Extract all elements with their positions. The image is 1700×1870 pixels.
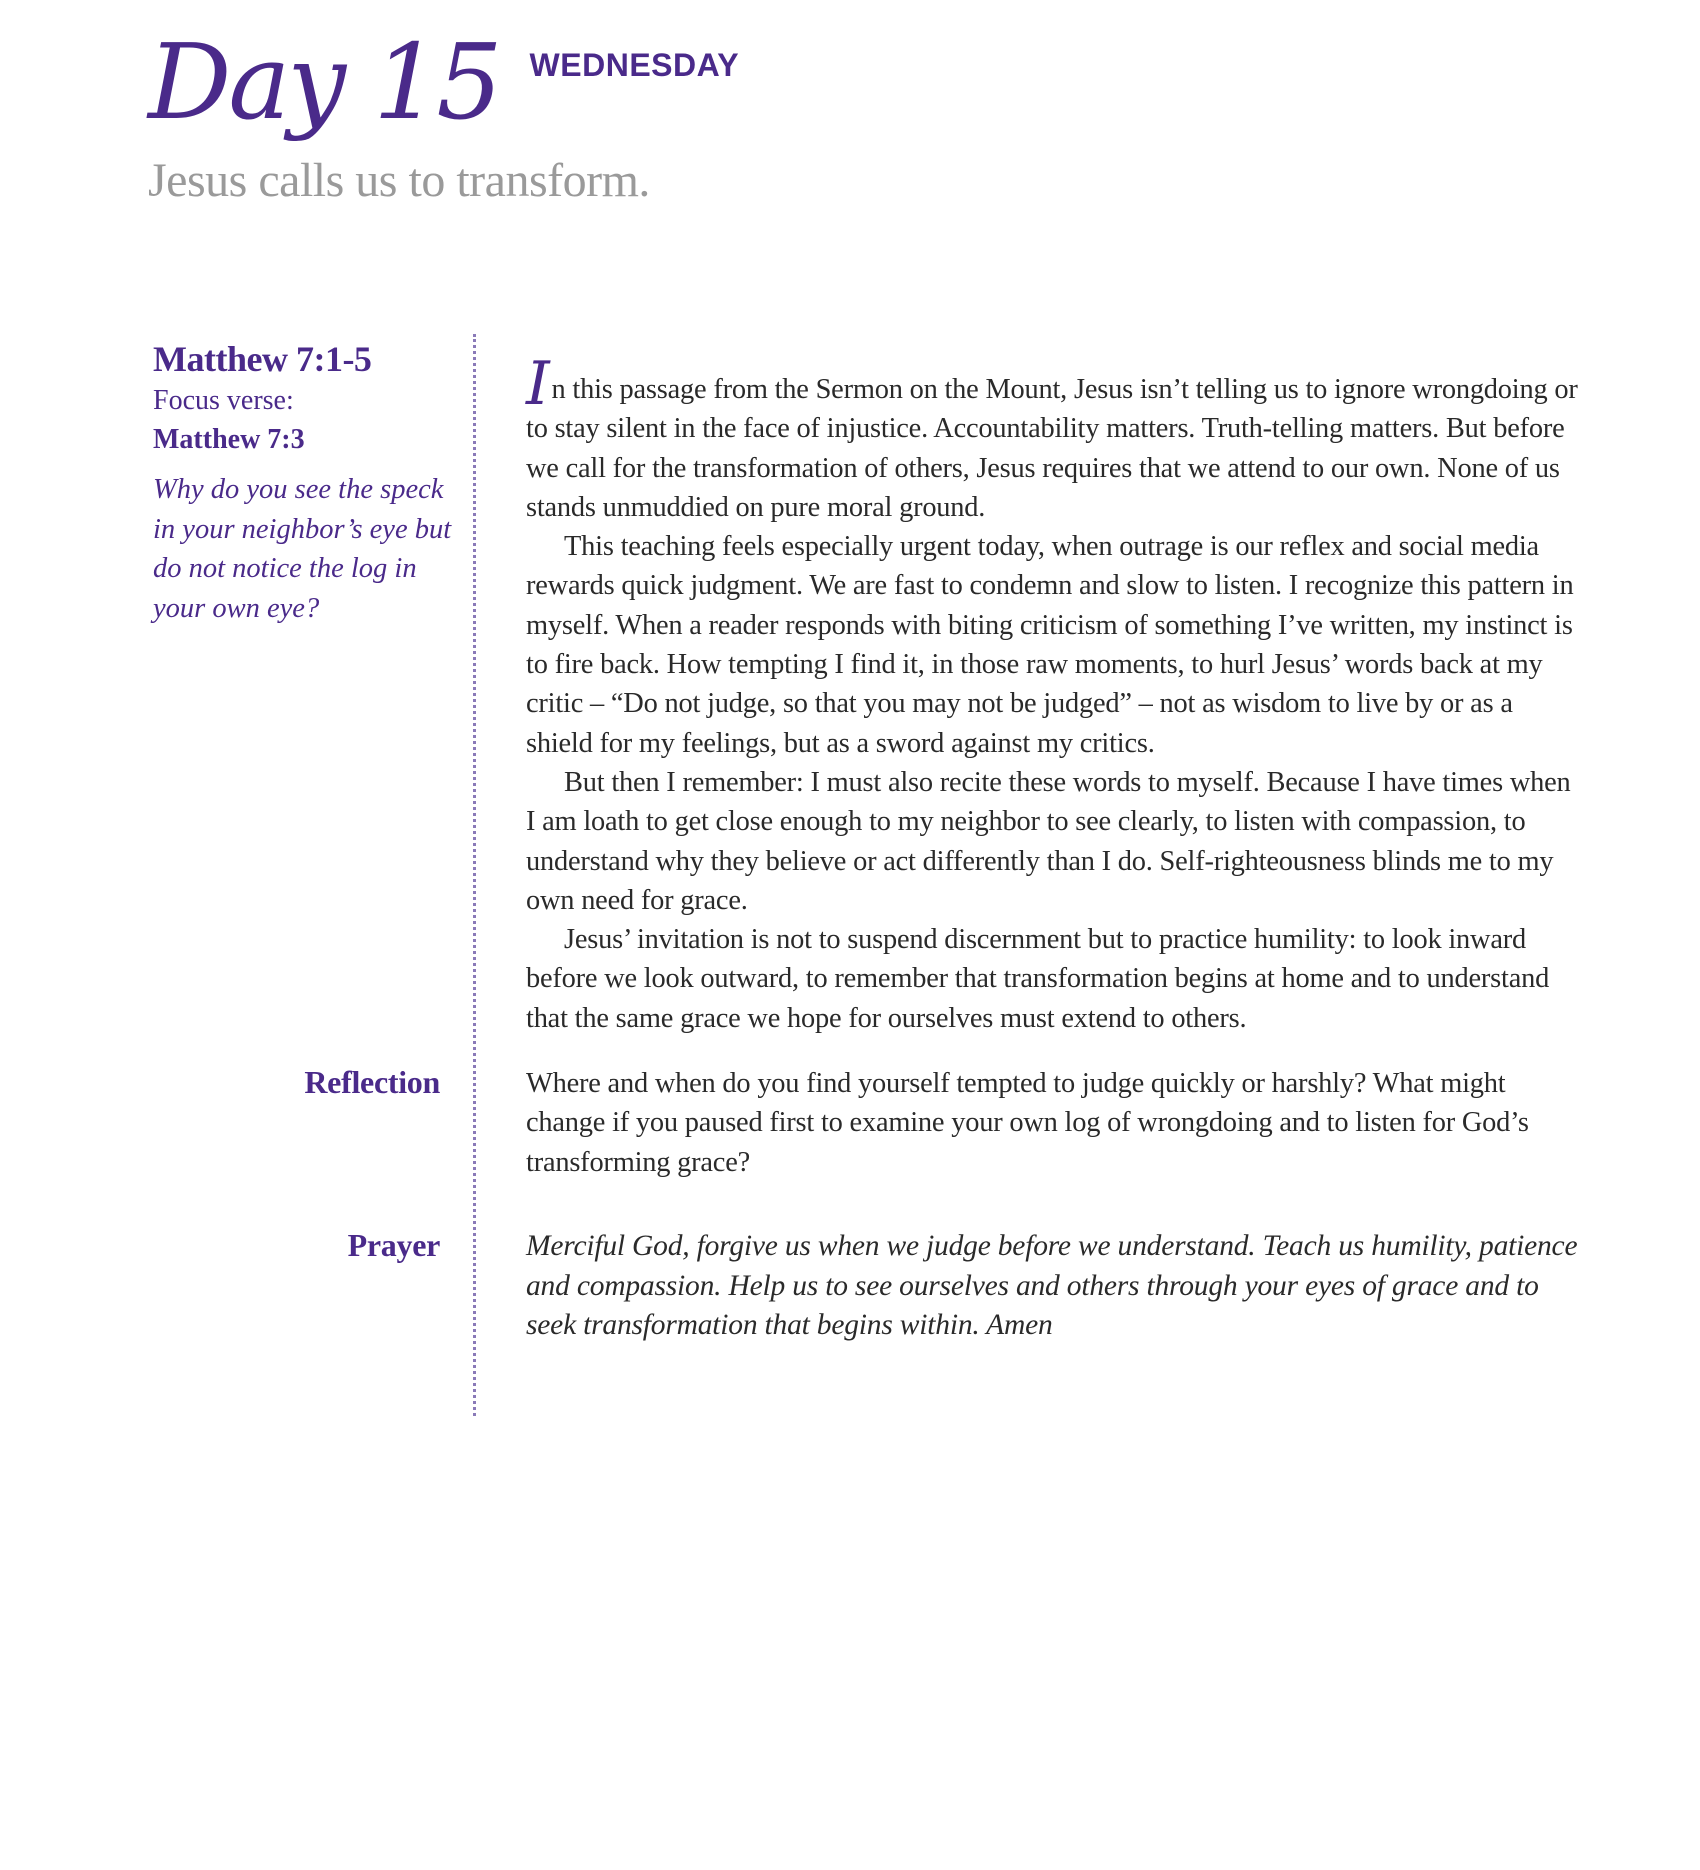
day-header (148, 21, 740, 143)
body-paragraph-1 (526, 348, 1586, 527)
focus-verse-text: Why do you see the speck in your neighbor’s eye but do not notice the log in your own eye? (153, 474, 452, 624)
day-number: Day 15 (148, 21, 500, 143)
prayer-text: Merciful God, forgive us when we judge before we understand. Teach us humility, patience and compassion. Help us to see ourselves and others through your eyes of grace and to seek transformation that begins within. Amen (526, 1230, 1578, 1341)
reflection-heading: Reflection (304, 1064, 440, 1100)
scripture-reference: Matthew 7:1-5 (153, 339, 372, 379)
paragraph-text: n this passage from the Sermon on the Mount, Jesus isn’t telling us to ignore wrongdoing or to stay silent in the face of injustice. Accountability matters. Truth-telling matters. But before we call for the transformation of others, Jesus requires that we attend to our own. None of us stands unmuddied on pure moral ground. (526, 374, 1578, 523)
body-paragraph-2: This teaching feels especially urgent today, when outrage is our reflex and social media rewards quick judgment. We are fast to condemn and slow to listen. I recognize this pattern in myself. When a reader responds with biting criticism of something I’ve written, my instinct is to fire back. How tempting I find it, in those raw moments, to hurl Jesus’ words back at my critic – “Do not judge, so that you may not be judged” – not as wisdom to live by or as a shield for my feelings, but as a sword against my critics. (526, 531, 1574, 759)
focus-verse-label: Focus verse: (153, 385, 294, 416)
scripture-sidebar (153, 336, 453, 628)
weekday-label: WEDNESDAY (529, 47, 740, 83)
reflection-text: Where and when do you find yourself tempted to judge quickly or harshly? What might change if you paused first to examine your own log of wrongdoing and to listen for God’s transforming grace? (526, 1068, 1529, 1178)
body-paragraph-4: Jesus’ invitation is not to suspend discernment but to practice humility: to look inward before we look outward, to remember that transformation begins at home and to understand that the same grace we hope for ourselves must extend to others. (526, 924, 1550, 1034)
focus-verse-reference: Matthew 7:3 (153, 424, 305, 455)
dotted-divider (473, 334, 476, 1416)
body-paragraph-3: But then I remember: I must also recite these words to myself. Because I have times when I am loath to get close enough to my neighbor to see clearly, to listen with compassion, to understand why they believe or act differently than I do. Self-righteousness blinds me to my own need for grace. (526, 766, 1571, 916)
drop-cap: I (526, 349, 550, 419)
prayer-heading: Prayer (347, 1227, 440, 1263)
devotional-body (526, 348, 1586, 1038)
page-subtitle: Jesus calls us to transform. (148, 154, 650, 207)
